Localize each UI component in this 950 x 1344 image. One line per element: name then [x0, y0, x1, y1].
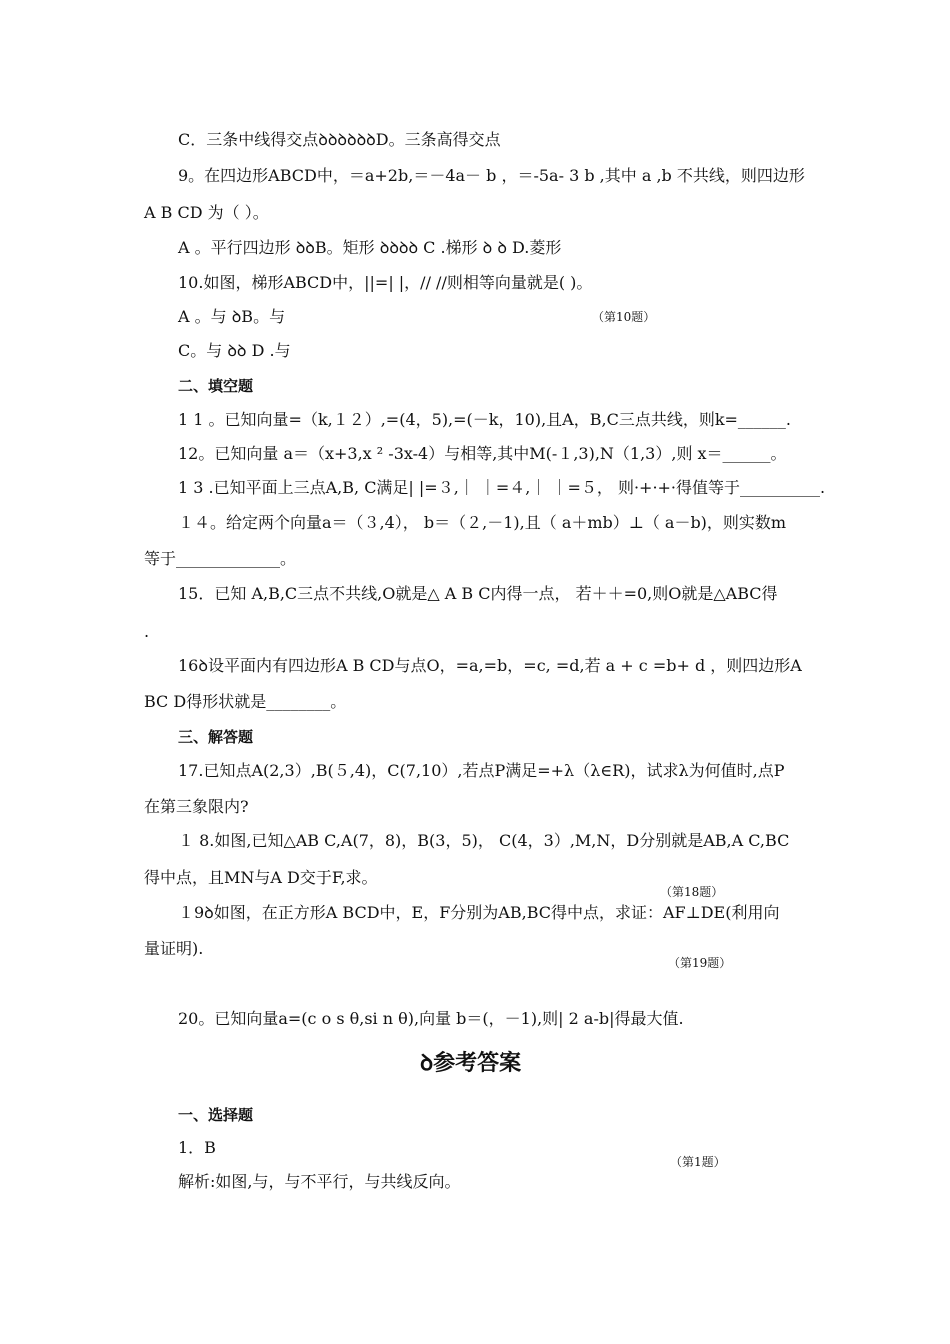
figure-caption-18: （第18题） — [660, 885, 724, 899]
question-15: 15．已知 A,B,C三点不共线,O就是△ A B C内得一点， 若＋＋=0,则O就是△ABC得 — [178, 584, 778, 603]
question-16: 16ꝺ设平面内有四边形A B CD与点O，=a,=b，=c, =d,若 a + c =b+ d ，则四边形A — [178, 656, 802, 675]
question-16-cont: BC D得形状就是________。 — [144, 692, 347, 711]
question-10: 10.如图，梯形ABCD中，||=| |，// //则相等向量就是( )。 — [178, 273, 593, 292]
answer-1: 1．B — [178, 1138, 216, 1157]
section-solutions: 三、解答题 — [178, 728, 254, 746]
question-9: 9。在四边形ABCD中，＝a+2b,＝－4a－ b ，＝-5a- 3 b ,其中 a ,b 不共线，则四边形 — [178, 166, 805, 185]
question-12: 12。已知向量 a＝（x+3,x ² -3x-4）与相等,其中M(-１,3),N（1,3）,则 x＝______。 — [178, 444, 787, 463]
question-19-cont: 量证明). — [144, 939, 204, 958]
question-9-cont: A B CD 为（ ）。 — [144, 203, 269, 222]
question-19: １9ꝺ如图，在正方形A BCD中，E，F分别为AB,BC得中点，求证：AF⊥DE(利用向 — [178, 903, 780, 922]
section-fill-in: 二、填空题 — [178, 377, 254, 395]
figure-caption-19: （第19题） — [668, 956, 732, 970]
question-14: １４。给定两个向量a＝（３,4）， b＝（２,－1),且（ a＋mb）⊥（ a－b)，则实数m — [178, 513, 787, 532]
answer-1-explanation: 解析:如图,与，与不平行，与共线反向。 — [178, 1172, 461, 1191]
question-10-options-cd: C。与 ꝺꝺ D .与 — [178, 341, 291, 360]
question-10-options-ab: A 。与 ꝺB。与 — [178, 307, 286, 326]
figure-caption-1: （第1题） — [670, 1155, 726, 1169]
figure-caption-10: （第10题） — [592, 310, 656, 324]
question-17: 17.已知点A(2,3）,B(５,4)，C(7,10）,若点P满足=+λ（λ∈R)，试求λ为何值时,点P — [178, 761, 785, 780]
option-line-c-d: C．三条中线得交点ꝺꝺꝺꝺꝺꝺD。三条高得交点 — [178, 130, 501, 149]
question-18: １ 8.如图,已知△AB C,A(7，8)，B(3，5)， C(4，3）,M,N，D分别就是AB,A C,BC — [178, 831, 790, 850]
question-20: 20。已知向量a=(c o s θ,si n θ),向量 b＝(，－1),则| 2 a-b|得最大值. — [178, 1009, 684, 1028]
question-17-cont: 在第三象限内? — [144, 797, 249, 816]
question-11: 1 1 。已知向量=（k,１２）,=(4，5),=(－k，10),且A，B,C三点共线，则k=______. — [178, 410, 792, 429]
question-13: 1 3 .已知平面上三点A,B, C满足| |=３,｜ ｜=４,｜ ｜=５， 则·+·+·得值等于__________. — [178, 478, 826, 497]
question-15-cont: . — [144, 622, 150, 641]
section-choice-answers: 一、选择题 — [178, 1106, 254, 1124]
question-14-cont: 等于_____________。 — [144, 549, 297, 568]
question-9-options: A 。平行四边形 ꝺꝺB。矩形 ꝺꝺꝺꝺ C .梯形 ꝺ ꝺ D.菱形 — [178, 238, 562, 257]
question-18-cont: 得中点，且MN与A D交于F,求。 — [144, 868, 378, 887]
answers-title: ꝺ参考答案 — [420, 1051, 522, 1076]
